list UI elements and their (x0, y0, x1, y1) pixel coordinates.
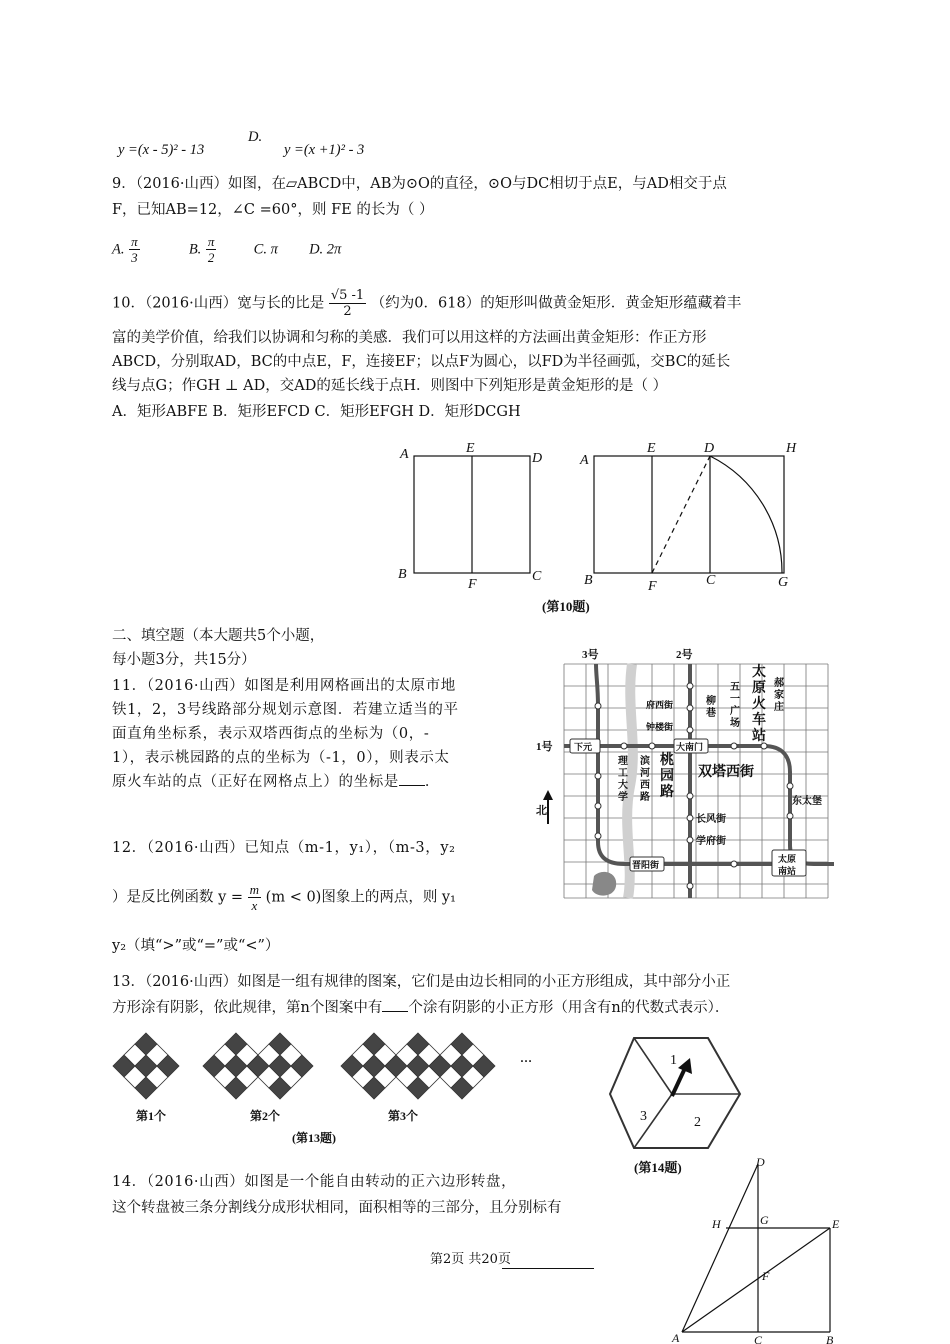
q10-fig2-label-a: A (580, 453, 589, 468)
q15-label-f: F (762, 1269, 770, 1283)
q10-fig2-rect (594, 456, 784, 573)
q9-option-c: C. π (253, 241, 278, 258)
q10-line-1: 10．（2016·山西）宽与长的比是 $\frac{√5 -1}{2}$ （约为0．618）的矩形叫做黄金矩形．黄金矩形蕴藏着丰 (112, 288, 742, 319)
q11-label-liuxiang: 柳巷 (706, 696, 716, 719)
q13-dots: … (520, 1051, 532, 1065)
page-footer (430, 1248, 511, 1267)
q12-line-1: 12．（2016·山西）已知点（m-1，y₁），（m-3，y₂ (112, 840, 456, 856)
q15-label-h: H (712, 1217, 721, 1231)
q9-line-2: F，已知AB=12，∠C =60°，则 FE 的长为（ ） (112, 202, 434, 218)
q11-label-north: 北 (536, 805, 547, 817)
q10-fig1-label-d: D (532, 451, 543, 466)
q11-label-changfeng: 长风街 (696, 814, 726, 825)
q10-fig2-label-e: E (647, 441, 656, 456)
q11-label-zhiyang: 晋阳街 (632, 860, 660, 870)
q11-line-3: 面直角坐标系，表示双塔西街点的坐标为（0，- (112, 726, 430, 742)
section-2-subtitle: 每小题3分，共15分） (112, 652, 256, 668)
q15-label-a: A (672, 1331, 680, 1344)
q10-fig2-arc (710, 456, 782, 573)
q10-fig2-label-b: B (584, 573, 593, 588)
q10-fig1-label-b: B (398, 567, 407, 582)
q11-label-binhe: 滨河西路 (640, 756, 650, 803)
q9-line-1: 9．（2016·山西）如图，在▱ABCD中，AB为⊙O的直径，⊙O与DC相切于点E，与AD相交于点 (112, 176, 727, 192)
q11-label-station: 太原火车站 (752, 665, 766, 744)
q14-label-2: 2 (694, 1115, 701, 1130)
q11-north-arrow-head (543, 790, 553, 800)
q10-figures (390, 436, 810, 618)
q9-option-a-label: A. (112, 241, 125, 258)
q15-label-b: B (826, 1333, 834, 1344)
q11-label-nanzhan: 太原南站 (778, 854, 797, 876)
q11-metro-map (534, 646, 844, 908)
q10-line-4: 线与点G；作GH ⊥ AD，交AD的延长线于点H．则图中下列矩形是黄金矩形的是（ ） (112, 378, 668, 394)
page-number: 第2页 共20页 (430, 1252, 511, 1267)
q10-line-3: ABCD，分别取AD，BC的中点E，F，连接EF；以点F为圆心，以FD为半径画弧，交BC的延长 (112, 354, 731, 370)
q10-options: A．矩形ABFE B．矩形EFCD C．矩形EFGH D．矩形DCGH (112, 404, 521, 420)
q15-label-d: D (756, 1156, 765, 1169)
q9-option-b-label: B. (188, 241, 202, 258)
q11-label-line1: 1号 (536, 741, 553, 753)
q11-label-xuefu: 学府街 (696, 836, 726, 847)
q12-fraction: $\frac{m}{x}$ (249, 882, 260, 913)
q13-answer-blank (382, 997, 408, 1012)
q11-line-5: 原火车站的点（正好在网格点上）的坐标是 ． (112, 770, 440, 794)
q11-label-line2: 2号 (676, 649, 693, 661)
q8-option-d-label: D. (248, 129, 263, 145)
q14-label-1: 1 (670, 1053, 677, 1068)
q11-line-1: 11．（2016·山西）如图是利用网格画出的太原市地 (112, 678, 456, 694)
q15-ae-line (682, 1228, 830, 1332)
q9-options (112, 234, 341, 265)
q11-label-zhonglou: 钟楼街 (646, 722, 674, 732)
q11-line-4: 1），表示桃园路的点的坐标为（-1，0），则表示太 (112, 750, 450, 766)
q13-caption: (第13题) (292, 1131, 336, 1145)
q13-line-2: 方形涂有阴影，依此规律，第n个图案中有 个涂有阴影的小正方形（用含有n的代数式表示）． (112, 996, 729, 1020)
q11-answer-blank (399, 771, 425, 786)
q12-line-3: y₂（填“>”或“=”或“<”） (112, 938, 280, 954)
q13-pattern-figure (112, 1022, 552, 1152)
q9-option-b-fraction: $\frac{\pi}{2}$ (207, 234, 215, 265)
q11-label-dongtaibao: 东太堡 (792, 796, 822, 807)
q14-label-3: 3 (640, 1109, 647, 1124)
q15-label-e: E (832, 1217, 840, 1231)
q11-label-haojia: 郝家庄 (774, 678, 784, 713)
q9-option-d: D. 2π (309, 241, 342, 258)
q14-line-2: 这个转盘被三条分割线分成形状相同，面积相等的三部分，且分别标有 (112, 1200, 562, 1216)
section-2-title: 二、填空题（本大题共5个小题， (112, 628, 325, 644)
q15-ad-line (682, 1164, 758, 1332)
q13-label-2: 第2个 (250, 1109, 281, 1123)
q10-fig1-label-e: E (466, 441, 475, 456)
q10-fig2-label-f: F (648, 579, 657, 594)
q10-fig1-label-c: C (532, 569, 542, 584)
q10-caption: (第10题) (542, 599, 590, 614)
q15-figure (664, 1156, 854, 1344)
q8-option-d: y =(x +1)² - 3 (284, 142, 365, 158)
q10-fig2-label-h: H (786, 441, 797, 456)
q14-caption: (第14题) (634, 1160, 682, 1175)
q10-fig2-fd-dashed (652, 456, 710, 573)
q10-line-2: 富的美学价值，给我们以协调和匀称的美感．我们可以用这样的方法画出黄金矩形：作正方形 (112, 330, 707, 346)
q15-label-c: C (754, 1333, 763, 1344)
footer-rule (502, 1268, 594, 1269)
q11-label-xiayuan: 下元 (574, 742, 593, 752)
q11-label-ligong: 理工大学 (618, 756, 628, 803)
q15-label-g: G (760, 1213, 769, 1227)
q13-label-3: 第3个 (388, 1109, 419, 1123)
q9-option-a-fraction: $\frac{\pi}{3}$ (131, 234, 138, 265)
q13-label-1: 第1个 (136, 1109, 167, 1123)
q11-label-taoyuan: 桃园路 (660, 753, 674, 800)
q10-fig1-label-a: A (400, 447, 409, 462)
q10-ratio-fraction: $\frac{√5 -1}{2}$ (330, 288, 365, 319)
q11-label-line3: 3号 (582, 649, 599, 661)
q8-option-c: y =(x - 5)² - 13 (118, 142, 205, 158)
q11-label-dananmen: 大南门 (676, 742, 704, 752)
q11-lake (592, 872, 616, 896)
q12-line-2: ）是反比例函数 y = $\frac{m}{x}$ (m < 0)图象上的两点，则 y₁ (112, 882, 456, 913)
q11-label-wuyi: 五一广场 (730, 682, 740, 729)
q11-label-fuqian: 府西街 (646, 700, 674, 710)
q10-fig2-label-g: G (778, 575, 789, 590)
q11-line-2: 铁1，2，3号线路部分规划示意图．若建立适当的平 (112, 702, 459, 718)
q11-label-shuangta: 双塔西街 (698, 765, 754, 780)
q10-fig1-label-f: F (468, 577, 477, 592)
q10-fig2-label-d: D (704, 441, 715, 456)
q13-patterns (113, 1033, 495, 1099)
q10-fig2-label-c: C (706, 573, 716, 588)
q13-line-1: 13．（2016·山西）如图是一组有规律的图案，它们是由边长相同的小正方形组成，其中部分小正 (112, 974, 731, 990)
q14-line-1: 14．（2016·山西）如图是一个能自由转动的正六边形转盘， (112, 1174, 517, 1190)
